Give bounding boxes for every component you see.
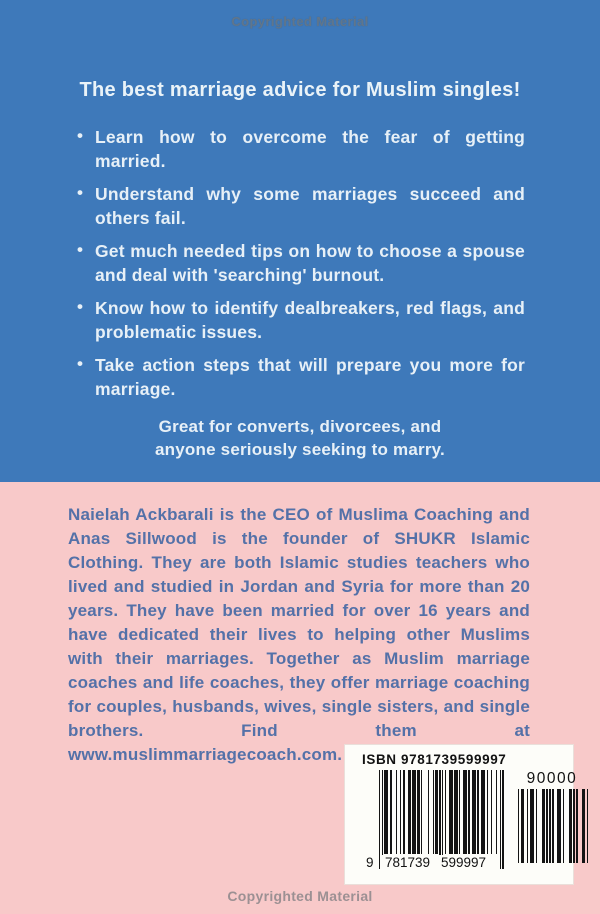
bullet-item: • Take action steps that will prepare you more for marriage. bbox=[95, 353, 525, 401]
cover-headline: The best marriage advice for Muslim singles! bbox=[79, 79, 521, 101]
copyright-watermark-top: Copyrighted Material bbox=[231, 14, 369, 29]
ean-digit-leading: 9 bbox=[366, 855, 374, 870]
isbn-barcode-box bbox=[345, 745, 578, 884]
bullet-item: • Learn how to overcome the fear of getting married. bbox=[95, 125, 525, 173]
audience-note-line2: anyone seriously seeking to marry. bbox=[155, 440, 445, 459]
ean-digit-group2: 599997 bbox=[438, 855, 489, 870]
barcode-row bbox=[353, 770, 578, 871]
isbn-number-label: ISBN 9781739599997 bbox=[362, 752, 507, 767]
copyright-watermark-bottom: Copyrighted Material bbox=[227, 888, 373, 904]
pink-bottom-section bbox=[0, 482, 600, 914]
audience-note bbox=[0, 415, 600, 461]
ean13-barcode bbox=[366, 770, 504, 871]
ean-digit-group1: 781739 bbox=[382, 855, 433, 870]
supplement-bars bbox=[518, 789, 589, 863]
price-code-label: 90000 bbox=[526, 770, 578, 787]
benefit-bullet-list bbox=[0, 125, 600, 401]
ean13-digits bbox=[366, 853, 504, 870]
bullet-item: • Get much needed tips on how to choose a spouse and deal with 'searching' burnout. bbox=[95, 239, 525, 287]
audience-note-line1: Great for converts, divorcees, and bbox=[158, 417, 442, 436]
bullet-item: • Understand why some marriages succeed and others fail. bbox=[95, 182, 525, 230]
price-supplement-barcode bbox=[516, 770, 589, 871]
bullet-item: • Know how to identify dealbreakers, red flags, and problematic issues. bbox=[95, 296, 525, 344]
author-bio-paragraph: Naielah Ackbarali is the CEO of Muslima Coaching and Anas Sillwood is the founder of SHUKR Islamic Clothing. They are both Islamic studies teachers who lived and studied in Jordan and Syria for more than 20 years. They have been married for over 16 years and have dedicated their lives to helping other Muslims with their marriages. Together as Muslim marriage coaches and life coaches, they offer marriage coaching for couples, husbands, wives, single sisters, and single brothers. Find them at www.muslimmarriagecoach.com. bbox=[68, 505, 530, 764]
